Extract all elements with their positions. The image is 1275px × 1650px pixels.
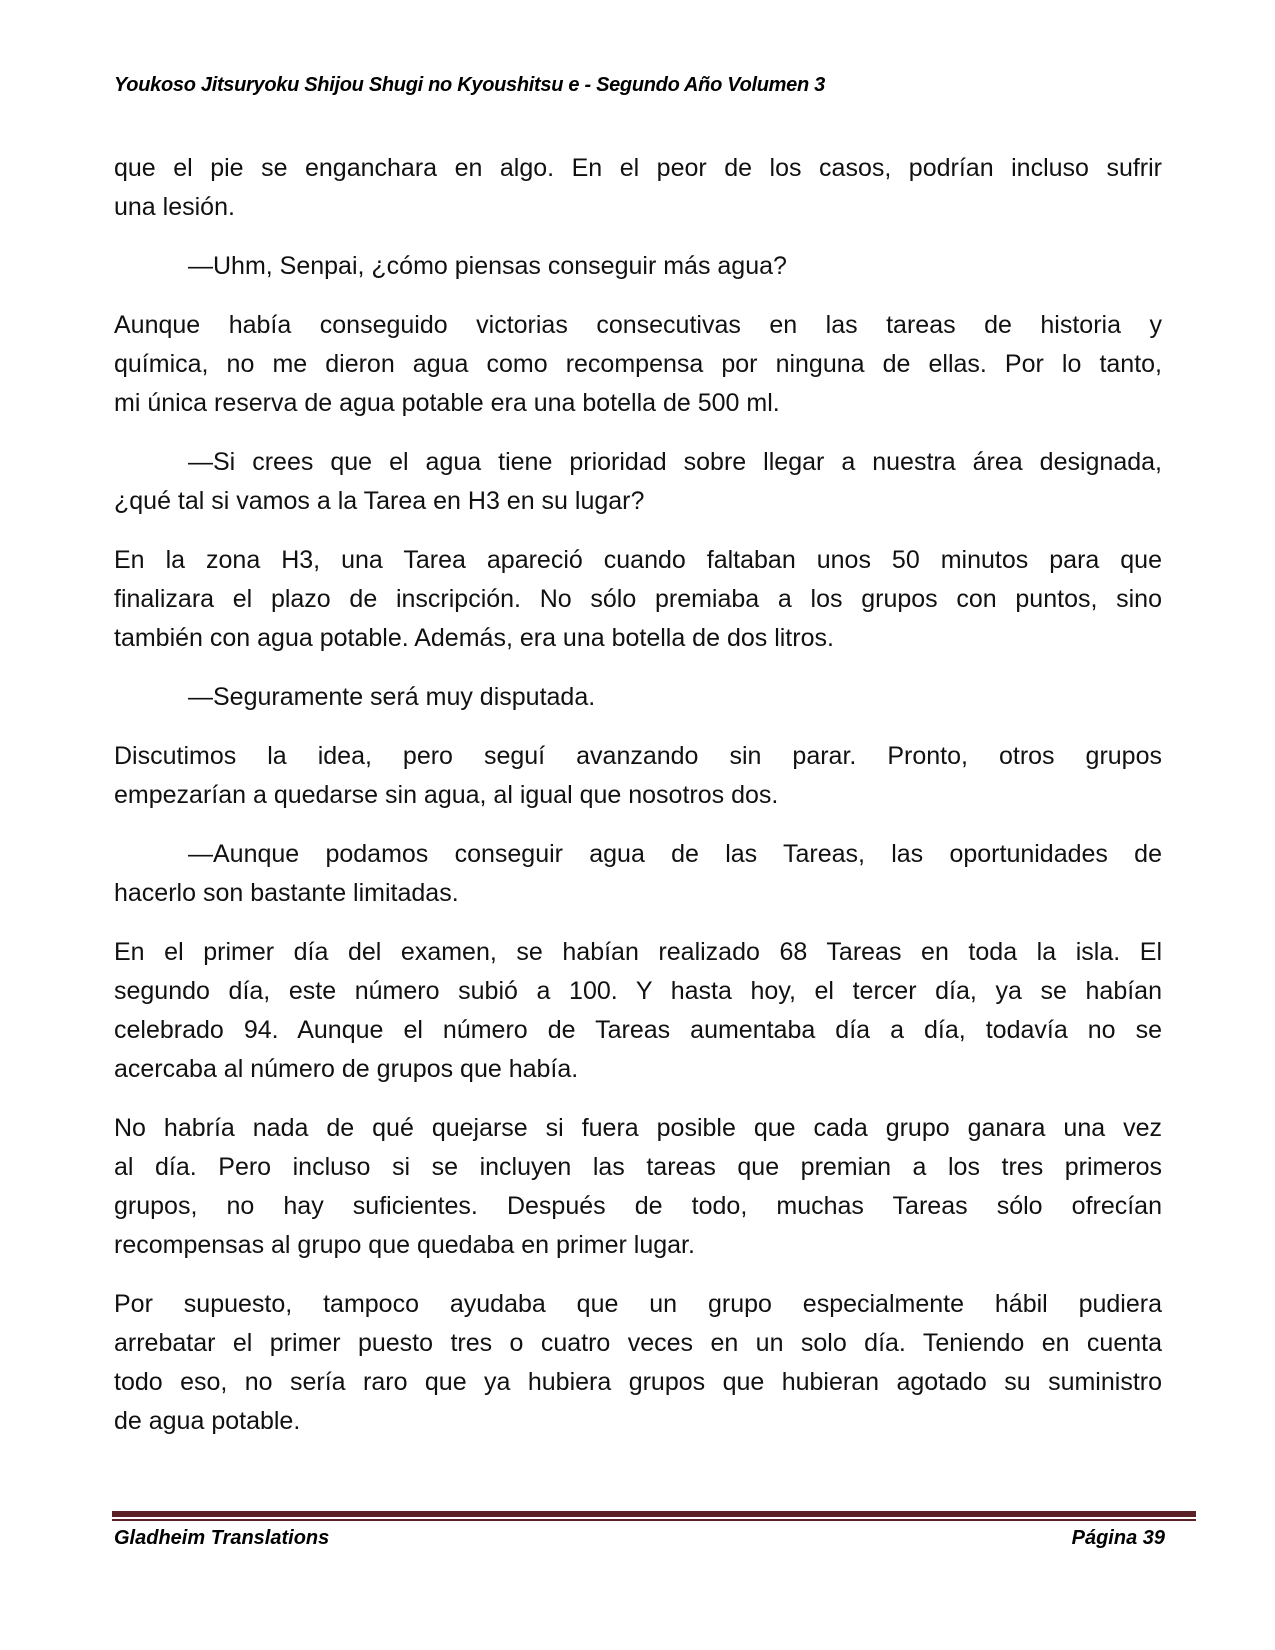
text-line: ¿qué tal si vamos a la Tarea en H3 en su lugar? — [114, 487, 645, 515]
footer-rule-thin — [112, 1519, 1196, 1521]
text-line: Discutimos la idea, pero seguí avanzando sin parar. Pronto, otros grupos — [114, 742, 1162, 770]
text-line: mi única reserva de agua potable era una botella de 500 ml. — [114, 389, 780, 417]
text-line: todo eso, no sería raro que ya hubiera grupos que hubieran agotado su suministro — [114, 1368, 1162, 1396]
footer-rule — [112, 1511, 1196, 1517]
text-line: de agua potable. — [114, 1407, 301, 1435]
footer-translator: Gladheim Translations — [114, 1527, 330, 1549]
text-line: química, no me dieron agua como recompensa por ninguna de ellas. Por lo tanto, — [114, 350, 1162, 378]
text-line: también con agua potable. Además, era una botella de dos litros. — [114, 624, 834, 652]
text-line: que el pie se enganchara en algo. En el peor de los casos, podrían incluso sufrir — [114, 154, 1162, 182]
text-line: acercaba al número de grupos que había. — [114, 1055, 579, 1083]
page-body — [114, 149, 1162, 1461]
dialogue-paragraph — [114, 247, 1162, 286]
text-line: —Seguramente será muy disputada. — [188, 683, 596, 711]
text-line: arrebatar el primer puesto tres o cuatro veces en un solo día. Teniendo en cuenta — [114, 1329, 1162, 1357]
text-line: —Si crees que el agua tiene prioridad sobre llegar a nuestra área designada, — [188, 448, 1162, 476]
text-line: empezarían a quedarse sin agua, al igual que nosotros dos. — [114, 781, 779, 809]
text-line: una lesión. — [114, 193, 235, 221]
text-line: Por supuesto, tampoco ayudaba que un grupo especialmente hábil pudiera — [114, 1290, 1162, 1318]
text-line: hacerlo son bastante limitadas. — [114, 879, 459, 907]
text-line: Aunque había conseguido victorias consecutivas en las tareas de historia y — [114, 311, 1162, 339]
dialogue-paragraph — [114, 835, 1162, 913]
text-line: recompensas al grupo que quedaba en primer lugar. — [114, 1231, 695, 1259]
text-line: grupos, no hay suficientes. Después de todo, muchas Tareas sólo ofrecían — [114, 1192, 1162, 1220]
paragraph — [114, 1109, 1162, 1265]
text-line: celebrado 94. Aunque el número de Tareas aumentaba día a día, todavía no se — [114, 1016, 1162, 1044]
paragraph — [114, 149, 1162, 227]
text-line: No habría nada de qué quejarse si fuera posible que cada grupo ganara una vez — [114, 1114, 1162, 1142]
dialogue-paragraph — [114, 678, 1162, 717]
paragraph — [114, 541, 1162, 658]
dialogue-paragraph — [114, 443, 1162, 521]
text-line: —Aunque podamos conseguir agua de las Tareas, las oportunidades de — [188, 840, 1162, 868]
paragraph — [114, 306, 1162, 423]
paragraph — [114, 933, 1162, 1089]
running-header: Youkoso Jitsuryoku Shijou Shugi no Kyoushitsu e - Segundo Año Volumen 3 — [114, 74, 825, 96]
text-line: al día. Pero incluso si se incluyen las tareas que premian a los tres primeros — [114, 1153, 1162, 1181]
paragraph — [114, 1285, 1162, 1441]
text-line: segundo día, este número subió a 100. Y hasta hoy, el tercer día, ya se habían — [114, 977, 1162, 1005]
page-number: Página 39 — [1071, 1527, 1165, 1549]
text-line: finalizara el plazo de inscripción. No sólo premiaba a los grupos con puntos, sino — [114, 585, 1162, 613]
paragraph — [114, 737, 1162, 815]
text-line: En la zona H3, una Tarea apareció cuando faltaban unos 50 minutos para que — [114, 546, 1162, 574]
text-line: En el primer día del examen, se habían realizado 68 Tareas en toda la isla. El — [114, 938, 1162, 966]
text-line: —Uhm, Senpai, ¿cómo piensas conseguir más agua? — [188, 252, 787, 280]
